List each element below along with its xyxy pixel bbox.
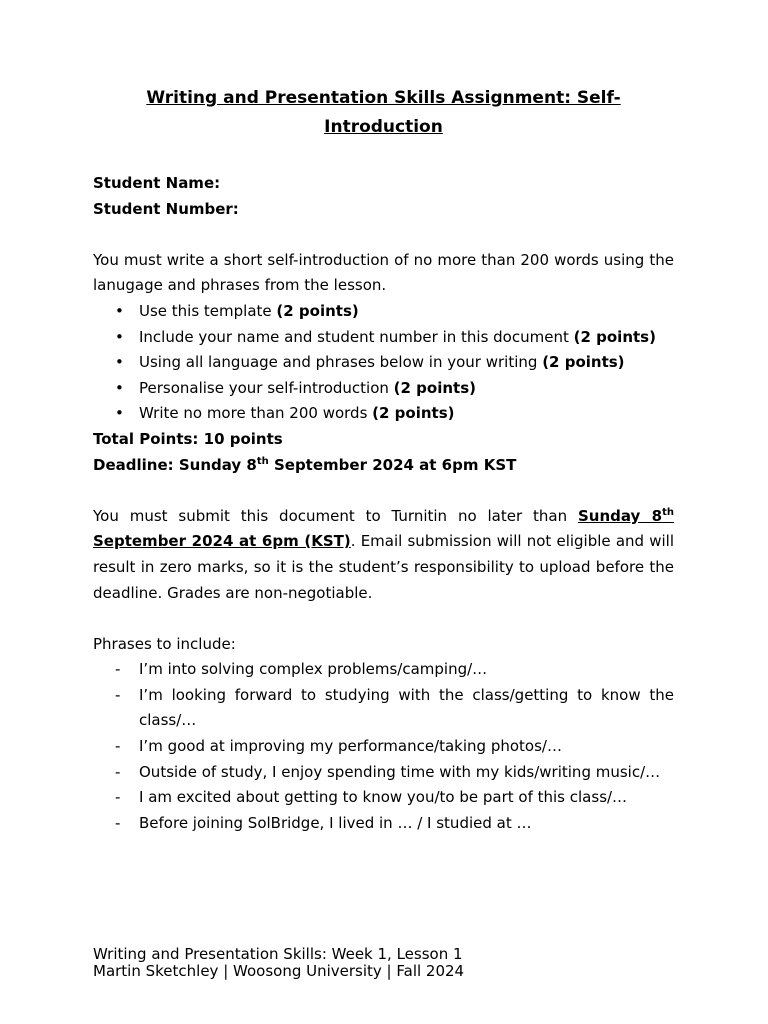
criteria-text: Include your name and student number in this document: [139, 327, 574, 346]
criteria-text: Use this template: [139, 301, 277, 320]
deadline: [93, 453, 674, 479]
student-name-label: Student Name:: [93, 174, 221, 192]
criteria-points: (2 points): [542, 353, 625, 372]
criteria-item: [93, 350, 674, 376]
phrase-text: I’m into solving complex problems/camping/…: [139, 660, 488, 679]
phrase-text: I’m good at improving my performance/taking photos/…: [139, 737, 562, 756]
phrases-heading: Phrases to include:: [93, 634, 236, 653]
bullet-icon: •: [115, 378, 124, 397]
criteria-points: (2 points): [276, 301, 359, 320]
phrase-text: Before joining SolBridge, I lived in … / I studied at …: [139, 813, 532, 832]
total-points: Total Points: 10 points: [93, 429, 283, 448]
bullet-icon: •: [115, 353, 124, 372]
deadline-suffix: September 2024 at 6pm KST: [268, 455, 517, 474]
spacer: [93, 222, 674, 248]
submission-date-suffix: September 2024 at 6pm (KST): [93, 532, 351, 551]
submission-lead: You must submit this document to Turnitin no later than: [93, 506, 578, 525]
phrase-text: Outside of study, I enjoy spending time with my kids/writing music/…: [139, 762, 661, 781]
phrase-item: [93, 683, 674, 734]
dash-icon: -: [115, 660, 121, 679]
phrase-item: [93, 734, 674, 760]
submission-rest: . Email submission will not eligible and will result in zero marks, so it is the student’s responsibility to upload before the deadline. Grades are non-negotiable.: [93, 532, 674, 602]
spacer: [93, 606, 674, 632]
document-body: [93, 84, 674, 836]
criteria-text: Using all language and phrases below in your writing: [139, 353, 543, 372]
criteria-item: [93, 376, 674, 402]
criteria-item: [93, 325, 674, 351]
footer-line-course: Writing and Presentation Skills: Week 1, Lesson 1: [93, 945, 463, 963]
spacer: [93, 478, 674, 504]
dash-icon: -: [115, 737, 121, 756]
dash-icon: -: [115, 685, 121, 704]
criteria-item: [93, 401, 674, 427]
footer-line-author: Martin Sketchley | Woosong University | Fall 2024: [93, 962, 465, 980]
submission-date-sup: th: [662, 506, 674, 518]
criteria-points: (2 points): [372, 404, 455, 423]
criteria-text: Write no more than 200 words: [139, 404, 373, 423]
deadline-sup: th: [256, 455, 269, 467]
page-footer: [93, 946, 693, 980]
page-title: Writing and Presentation Skills Assignment: Self-Introduction: [146, 88, 621, 137]
criteria-text: Personalise your self-introduction: [139, 378, 394, 397]
deadline-prefix: Deadline: Sunday 8: [93, 455, 257, 474]
phrases-list: [93, 657, 674, 836]
criteria-item: [93, 299, 674, 325]
phrase-text: I am excited about getting to know you/to be part of this class/…: [139, 788, 628, 807]
phrase-item: [93, 760, 674, 786]
criteria-list: [93, 299, 674, 427]
phrase-text: I’m looking forward to studying with the class/getting to know the class/…: [139, 685, 674, 730]
intro-paragraph: You must write a short self-introduction of no more than 200 words using the lanugage and phrases from the lesson.: [93, 250, 674, 295]
bullet-icon: •: [115, 301, 124, 320]
bullet-icon: •: [115, 327, 124, 346]
student-number-label: Student Number:: [93, 199, 239, 218]
bullet-icon: •: [115, 404, 124, 423]
phrase-item: [93, 811, 674, 837]
criteria-points: (2 points): [393, 378, 477, 397]
submission-date-prefix: Sunday 8: [577, 506, 663, 525]
phrase-item: [93, 785, 674, 811]
phrase-item: [93, 657, 674, 683]
criteria-points: (2 points): [573, 327, 656, 346]
submission-paragraph: [93, 504, 674, 606]
dash-icon: -: [115, 788, 121, 807]
dash-icon: -: [115, 813, 121, 832]
dash-icon: -: [115, 762, 121, 781]
